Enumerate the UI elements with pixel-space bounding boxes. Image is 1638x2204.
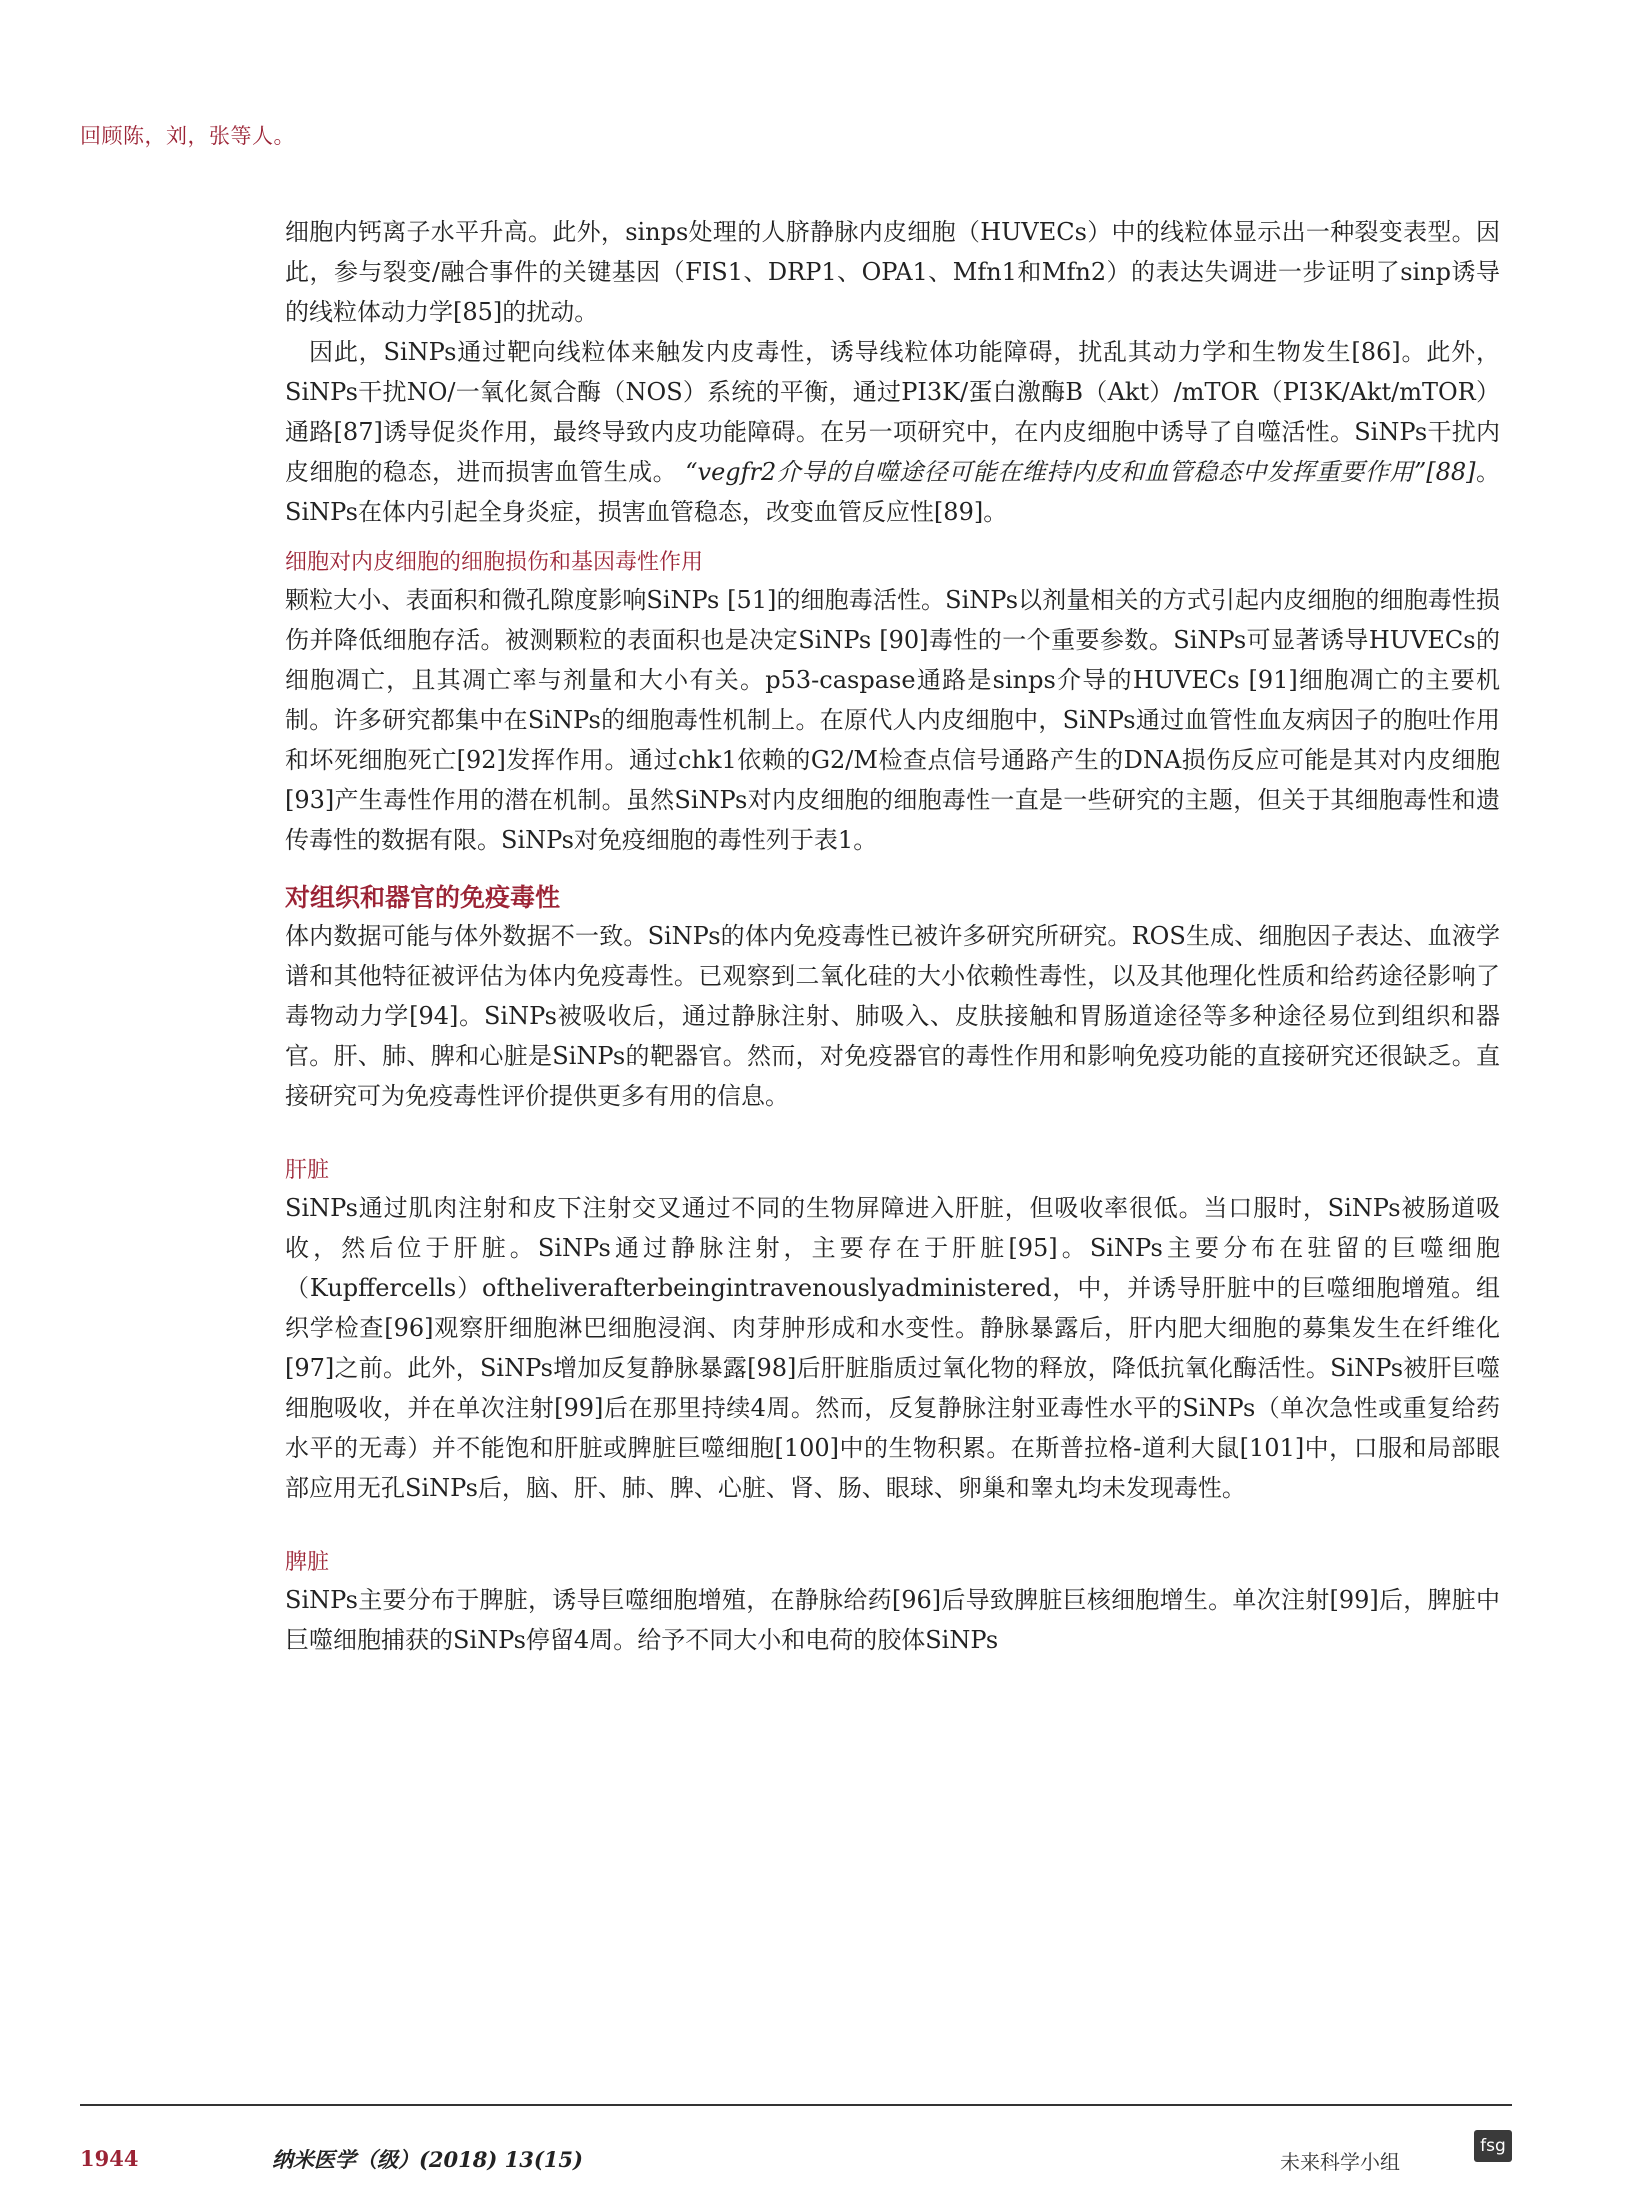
paragraph-liver: SiNPs通过肌肉注射和皮下注射交叉通过不同的生物屏障进入肝脏，但吸收率很低。当口服时，SiNPs被肠道吸收，然后位于肝脏。SiNPs通过静脉注射，主要存在于肝脏[95]。SiNPs主要分布在驻留的巨噬细胞（Kupffercells）oftheliverafterbeingintravenouslyadministered，中，并诱导肝脏中的巨噬细胞增殖。组织学检查[96]观察肝细胞淋巴细胞浸润、肉芽肿形成和水变性。静脉暴露后，肝内肥大细胞的募集发生在纤维化[97]之前。此外，SiNPs增加反复静脉暴露[98]后肝脏脂质过氧化物的释放，降低抗氧化酶活性。SiNPs被肝巨噬细胞吸收，并在单次注射[99]后在那里持续4周。然而，反复静脉注射亚毒性水平的SiNPs（单次急性或重复给药水平的无毒）并不能饱和肝脏或脾脏巨噬细胞[100]中的生物积累。在斯普拉格-道利大鼠[101]中，口服和局部眼部应用无孔SiNPs后，脑、肝、肺、脾、心脏、肾、肠、眼球、卵巢和睾丸均未发现毒性。 <box>285 1194 1500 1502</box>
italic-quote: “vegfr2介导的自噬途径可能在维持内皮和血管稳态中发挥重要作用”[88] <box>685 458 1476 486</box>
paragraph-in-vivo: 体内数据可能与体外数据不一致。SiNPs的体内免疫毒性已被许多研究所研究。ROS生成、细胞因子表达、血液学谱和其他特征被评估为体内免疫毒性。已观察到二氧化硅的大小依赖性毒性，以及其他理化性质和给药途径影响了毒物动力学[94]。SiNPs被吸收后，通过静脉注射、肺吸入、皮肤接触和胃肠道途径等多种途径易位到组织和器官。肝、肺、脾和心脏是SiNPs的靶器官。然而，对免疫器官的毒性作用和影响免疫功能的直接研究还很缺乏。直接研究可为免疫毒性评价提供更多有用的信息。 <box>285 922 1500 1110</box>
publisher-logo-icon: fsg <box>1474 2130 1512 2162</box>
footer-divider <box>80 2104 1512 2106</box>
running-head: 回顾陈，刘，张等人。 <box>80 124 295 148</box>
subheading-liver: 肝脏 <box>285 1158 330 1183</box>
subheading-cytotoxicity: 细胞对内皮细胞的细胞损伤和基因毒性作用 <box>285 550 704 575</box>
publisher-name: 未来科学小组 <box>1280 2150 1400 2174</box>
page-number: 1944 <box>80 2146 139 2171</box>
paragraph-mitochondria: 细胞内钙离子水平升高。此外，sinps处理的人脐静脉内皮细胞（HUVECs）中的线粒体显示出一种裂变表型。因此，参与裂变/融合事件的关键基因（FIS1、DRP1、OPA1、Mfn1和Mfn2）的表达失调进一步证明了sinp诱导的线粒体动力学[85]的扰动。 <box>285 218 1500 326</box>
paragraph-endothelial-toxicity <box>285 332 1500 532</box>
paragraph-cytotoxicity: 颗粒大小、表面积和微孔隙度影响SiNPs [51]的细胞毒活性。SiNPs以剂量相关的方式引起内皮细胞的细胞毒性损伤并降低细胞存活。被测颗粒的表面积也是决定SiNPs [90]毒性的一个重要参数。SiNPs可显著诱导HUVECs的细胞凋亡，且其凋亡率与剂量和大小有关。p53-caspase通路是sinps介导的HUVECs [91]细胞凋亡的主要机制。许多研究都集中在SiNPs的细胞毒性机制上。在原代人内皮细胞中，SiNPs通过血管性血友病因子的胞吐作用和坏死细胞死亡[92]发挥作用。通过chk1依赖的G2/M检查点信号通路产生的DNA损伤反应可能是其对内皮细胞[93]产生毒性作用的潜在机制。虽然SiNPs对内皮细胞的细胞毒性一直是一些研究的主题，但关于其细胞毒性和遗传毒性的数据有限。SiNPs对免疫细胞的毒性列于表1。 <box>285 586 1500 854</box>
subheading-spleen: 脾脏 <box>285 1550 330 1575</box>
paragraph-text: 因此，SiNPs通过靶向线粒体来触发内皮毒性，诱导线粒体功能障碍，扰乱其动力学和生物发生[86]。此外，SiNPs干扰NO/一氧化氮合酶（NOS）系统的平衡，通过PI3K/蛋白激酶B（Akt）/mTOR（PI3K/Akt/mTOR）通路[87]诱导促炎作用，最终导致内皮功能障碍。在另一项研究中，在内皮细胞中诱导了自噬活性。SiNPs干扰内皮细胞的稳态，进而损害血管生成。 <box>285 338 1500 486</box>
paragraph-spleen: SiNPs主要分布于脾脏，诱导巨噬细胞增殖，在静脉给药[96]后导致脾脏巨核细胞增生。单次注射[99]后，脾脏中巨噬细胞捕获的SiNPs停留4周。给予不同大小和电荷的胶体SiNPs <box>285 1586 1500 1654</box>
paragraph-text-tail: 。SiNPs在体内引起全身炎症，损害血管稳态，改变血管反应性[89]。 <box>285 458 1500 526</box>
journal-citation: 纳米医学（级）(2018) 13(15) <box>272 2147 583 2172</box>
article-body <box>285 212 1500 1660</box>
section-title-immunotoxicity: 对组织和器官的免疫毒性 <box>285 883 561 912</box>
